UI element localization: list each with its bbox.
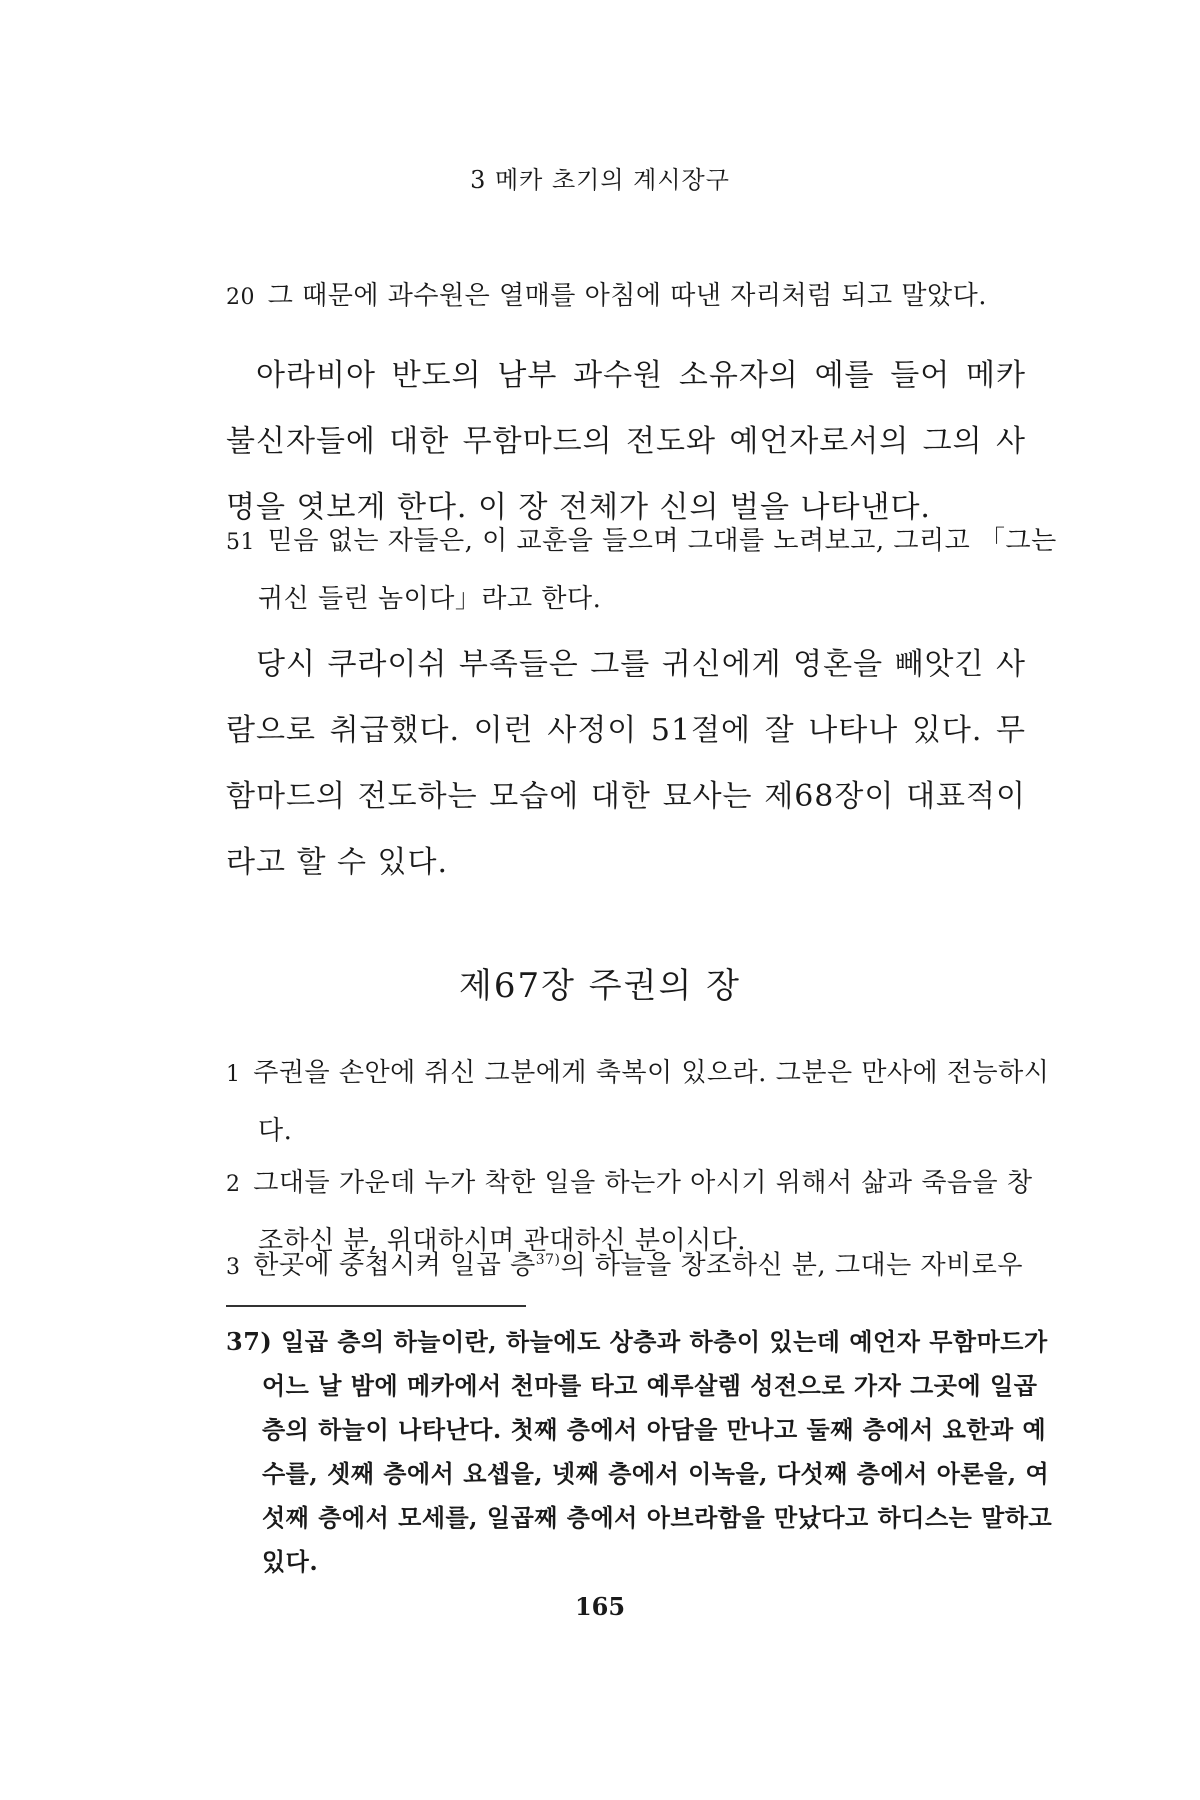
verse-text: 한곳에 중첩시켜 일곱 층 — [253, 1250, 536, 1281]
commentary-paragraph-1: 아라비아 반도의 남부 과수원 소유자의 예를 들어 메카 불신자들에 대한 무함마드의 전도와 예언자로서의 그의 사명을 엿보게 한다. 이 장 전체가 신의 벌을 나타낸다. — [226, 358, 1026, 525]
running-head: 3 메카 초기의 계시장구 — [470, 166, 730, 194]
verse-1 — [226, 1045, 1058, 1159]
verse-3 — [226, 1232, 1058, 1296]
verse-text-continued: 의 하늘을 창조하신 분, 그대는 자비로우 — [560, 1250, 1023, 1281]
footnote-reference[interactable]: 37) — [535, 1252, 561, 1268]
verse-text: 그대들 가운데 누가 착한 일을 하는가 아시기 위해서 삶과 죽음을 창조하신 분, 위대하시며 관대하신 분이시다. — [253, 1168, 1033, 1256]
verse-number: 51 — [226, 530, 255, 555]
verse-text: 그 때문에 과수원은 열매를 아침에 따낸 자리처럼 되고 말았다. — [267, 281, 988, 311]
chapter-title: 제67장 주권의 장 — [459, 966, 741, 1006]
footnote-37 — [226, 1320, 1062, 1584]
verse-text: 주권을 손안에 쥐신 그분에게 축복이 있으라. 그분은 만사에 전능하시다. — [253, 1058, 1050, 1146]
verse-number: 2 — [226, 1172, 241, 1197]
page-number: 165 — [574, 1592, 626, 1621]
commentary-paragraph-2: 당시 쿠라이쉬 부족들은 그를 귀신에게 영혼을 빼앗긴 사람으로 취급했다. 이런 사정이 51절에 잘 나타나 있다. 무함마드의 전도하는 모습에 대한 묘사는 제68장이 대표적이라고 할 수 있다. — [226, 647, 1026, 880]
verse-51 — [226, 513, 1058, 627]
verse-text: 믿음 없는 자들은, 이 교훈을 들으며 그대를 노려보고, 그리고 「그는 귀신 들린 놈이다」라고 한다. — [258, 526, 1057, 614]
verse-number: 20 — [226, 285, 255, 310]
footnote-divider — [226, 1305, 526, 1307]
footnote-text: 일곱 층의 하늘이란, 하늘에도 상층과 하층이 있는데 예언자 무함마드가 어느 날 밤에 메카에서 천마를 타고 예루살렘 성전으로 가자 그곳에 일곱 층의 하늘이 나타난다. 첫째 층에서 아담을 만나고 둘째 층에서 요한과 예수를, 셋째 층에서 요셉을, 넷째 층에서 이녹을, 다섯째 층에서 아론을, 여섯째 층에서 모세를, 일곱째 층에서 아브라함을 만났다고 하디스는 말하고 있다. — [262, 1327, 1053, 1576]
footnote-marker: 37) — [226, 1327, 273, 1356]
verse-number: 3 — [226, 1254, 241, 1280]
verse-number: 1 — [226, 1062, 241, 1087]
verse-20 — [226, 268, 1058, 326]
